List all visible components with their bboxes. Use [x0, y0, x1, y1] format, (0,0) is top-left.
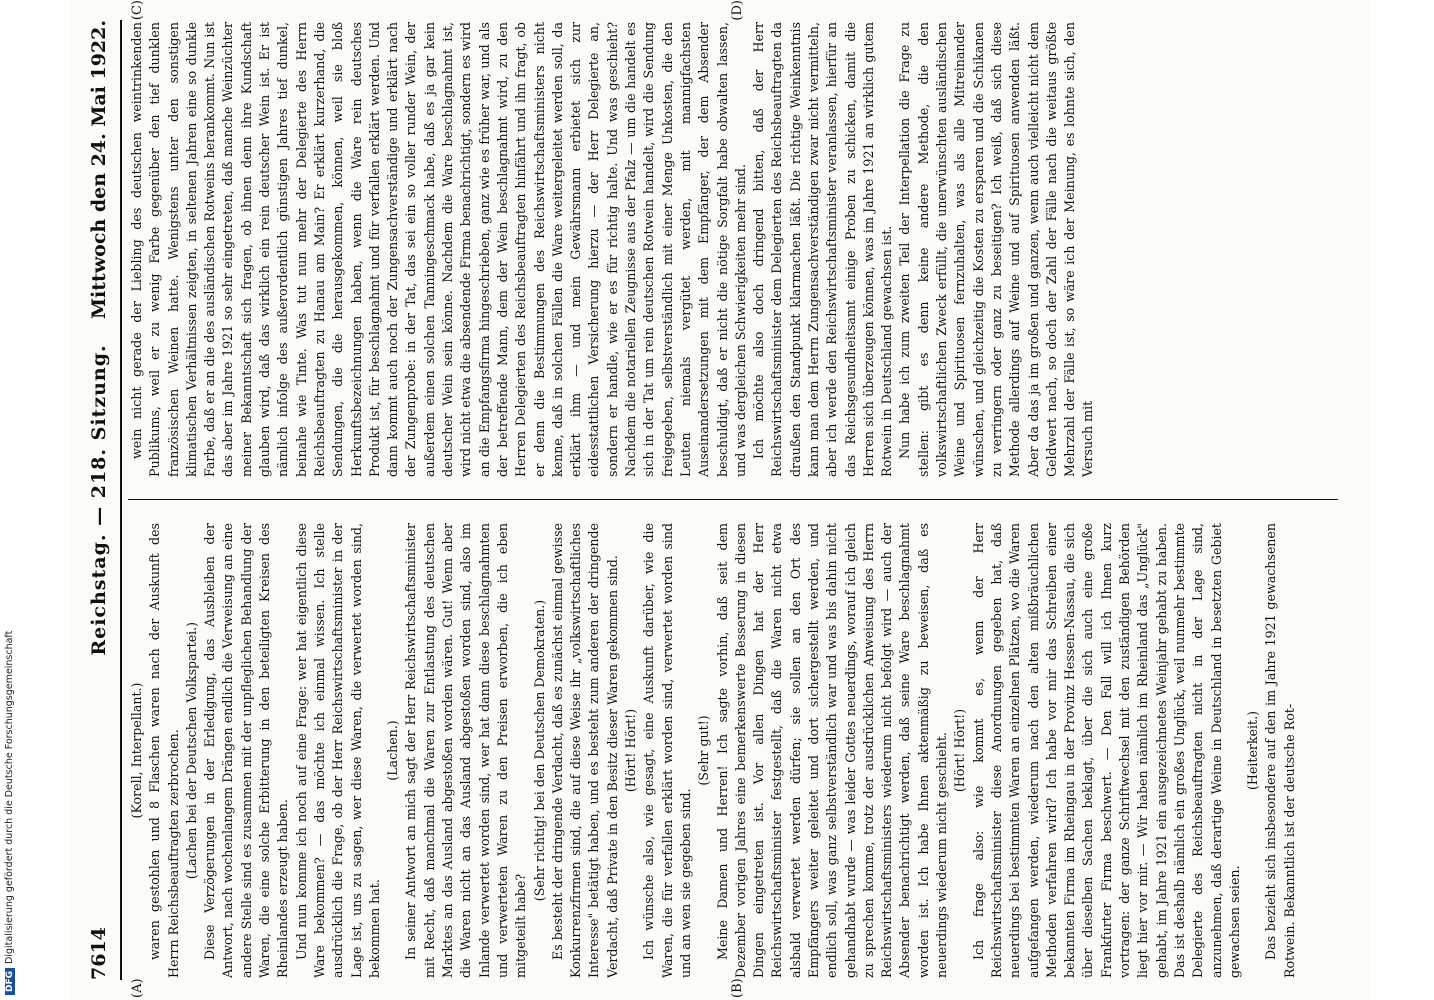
page-date: Mittwoch den 24. Mai 1922.: [88, 20, 110, 319]
page-number: 7614: [88, 927, 110, 980]
paragraph: Meine Damen und Herren! Ich sagte vorhin, daß seit dem Dezember vorigen Jahres eine bemerkenswerte Besserung in diesen Dingen eingetreten ist. Vor allen Dingen hat der Herr Reichswirtschaftsminister festgestellt, daß die Waren nicht etwa alsbald verwertet werden dürfen; sie sollen an den Ort des Empfängers weiter geleitet und dort sichergestellt werden, und endlich soll, was ganz selbstverständlich war und was bis dahin nicht gehandhabt wurde — was leider Gottes neuerdings, worauf ich gleich zu sprechen komme, trotz der ausdrücklichen Anweisung des Herrn Reichswirtschaftsministers wiederum nicht befolgt wird — auch der Absender benachrichtigt werden, daß seine Ware beschlagnahmt worden ist. Ich habe Ihnen aktenmäßig zu beweisen, daß es neuerdings wiederum nicht geschieht.: [714, 523, 950, 978]
paragraph: wein nicht gerade der Liebling des deutschen weintrinkenden Publikums, weil er zu wenig Farbe gegenüber den tief dunklen französischen Weinen hatte. Wenigstens unter den sonstigen klimatischen Verhältnissen zeigten, in seltenen Jahren eine so dunkle Farbe, daß er an die des ausländischen Rotweins herankommt. Nun ist das aber im Jahre 1921 so sehr eingetreten, daß manche Weinzüchter meiner Bekanntschaft sich fragen, ob ihnen denn ihre Kundschaft glauben wird, daß das wirklich ein rein deutscher Wein ist. Er ist nämlich infolge des außerordentlich günstigen Jahres tief dunkel, beinahe wie Tinte. Was tut nun mehr der Delegierte des Herrn Reichsbeauftragten zu Hanau am Main? Er erklärt kurzerhand, die Sendungen, die die herausgekommen, können, weil sie bloß Herkunftsbezeichnungen haben, wenn die Ware rein deutsches Produkt ist, für beschlagnahmt und für verfallen erklärt werden. Und dann kommt auch noch der Zungensachverständige und erklärt nach der Zungenprobe: in der Tat, das sei ein so voller runder Wein, der außerdem einen solchen Tanningeschmack habe, daß es ja gar kein deutscher Wein sein könne. Nachdem die Ware beschlagnahmt ist, wird nicht etwa die absendende Firma benachrichtigt, sondern es wird an die Empfangsfirma hingeschrieben, ganz wie es früher war, und als der betreffende Mann, dem der Wein beschlagnahmt wird, zu den Herren Delegierten des Reichsbeauftragten hinfährt und ihn fragt, ob er denn die Bestimmungen des Reichswirtschaftsministers nicht kenne, daß in solchen Fällen die Ware weitergeleitet werden soll, da erklärt ihm — und mein Gewährsmann erbietet sich zur eidesstattlichen Versicherung hierzu — der Herr Delegierte an, sondern er handle, wie er es für richtig halte. Und was geschieht? Nachdem die notariellen Zeugnisse aus der Pfalz — um die handelt es sich in der Tat um rein deutschen Rotwein handelt, wird die Sendung freigegeben, selbstverständlich mit einer Menge Unkosten, die den Leuten niemals vergütet werden, mit mannigfachsten Auseinandersetzungen mit dem Empfänger, der dem Absender beschuldigt, daß er nicht die nötige Sorgfalt habe obwalten lassen, und was dergleichen Schwierigkeiten mehr sind.: [129, 22, 748, 477]
margin-mark-a: (A): [130, 978, 145, 998]
paragraph: Ich möchte also doch dringend bitten, daß der Herr Reichswirtschaftsminister dem Delegierten des Reichsbeauftragten da draußen den Standpunkt klarmachen läßt. Die richtige Weinkenntnis kann man dem Herrn Zungensachverständigen zwar nicht vermitteln, aber ich werde den Reichswirtschaftsminister veranlassen, hierfür an das Reichsgesundheitsamt einige Proben zu schicken, damit die Herren sich überzeugen können, was im Jahre 1921 an wirklich gutem Rotwein in Deutschland gewachsen ist.: [751, 22, 895, 477]
paragraph: Es besteht der dringende Verdacht, daß es zunächst einmal gewisse Konkurrenzfirmen sind, die auf diese Weise ihr „volkswirtschaftliches Interesse" betätigt haben, und es besteht zum anderen der dringende Verdacht, daß Private in den Besitz dieser Waren gekommen sind.: [549, 523, 620, 978]
interjection: (Sehr richtig! bei den Deutschen Demokraten.): [531, 599, 547, 902]
interjection: (Lachen.): [385, 720, 401, 781]
paragraph: Ich wünsche also, wie gesagt, eine Auskunft darüber, wie die Waren, die für verfallen erklärt worden sind, verwertet worden sind und an wen sie gegeben sind.: [641, 523, 693, 978]
interjection: (Hört! Hört!): [623, 708, 639, 793]
paragraph: Ich frage also: wie kommt es, wenn der Herr Reichswirtschaftsminister diese Anordnungen gegeben hat, daß neuerdings bei bestimmten Waren an einzelnen Plätzen, wo die Waren aufgefangen werden, wiederum nach den alten mißbräuchlichen Methoden verfahren wird? Ich habe vor mir das Schreiben einer bekannten Firma im Rheingau in der Provinz Hessen-Nassau, die sich über dieselben Sachen beklagt, über die sich auch eine große Frankfurter Firma beschwert. — Den Fall will ich Ihnen kurz vortragen: der ganze Schriftwechsel mit den zuständigen Behörden liegt hier vor mir. — Wir haben nämlich im Rheinland das „Unglück" gehabt, im Jahre 1921 ein ausgezeichnetes Weinjahr gehabt zu haben. Das ist deshalb nämlich ein großes Unglück, weil nunmehr bestimmte Delegierte des Reichsbeauftragten nicht in der Lage sind, anzunehmen, daß derartige Weine in Deutschland in besetzten Gebiet gewachsen seien.: [970, 523, 1242, 978]
paragraph: Und nun komme ich noch auf eine Frage: wer hat eigentlich diese Ware bekommen? — das möchte ich einmal wissen. Ich stelle ausdrücklich die Frage, ob der Herr Reichswirtschaftsminister in der Lage ist, uns zu sagen, wer diese Waren, die verwertet worden sind, bekommen hat.: [293, 523, 382, 978]
header-rule: [120, 20, 122, 980]
dfg-logo: DFG: [5, 968, 15, 995]
page-header: [88, 20, 116, 980]
document-page: [70, 0, 1370, 1000]
paragraph: Diese Verzögerungen in der Erledigung, das Ausbleiben der Antwort, nach wochenlangem Drängen endlich die Verweisung an eine andere Stelle sind es zusammen mit der unpfleglichen Behandlung der Waren, die eine solche Erbitterung in den beteiligten Kreisen des Rheinlandes erzeugt haben.: [202, 523, 291, 978]
page-title: Reichstag. — 218. Sitzung.: [88, 344, 110, 656]
right-text-column: [128, 22, 1338, 477]
interjection: (Sehr gut!): [696, 715, 712, 786]
paragraph: Das bezieht sich insbesondere auf den im Jahre 1921 gewachsenen Rotwein. Bekanntlich ist der deutsche Rot-: [1263, 523, 1297, 978]
digitization-footer: [4, 631, 15, 995]
paragraph: waren gestohlen und 8 Flaschen waren nach der Auskunft des Herrn Reichsbeauftragten zerbrochen.: [147, 523, 181, 978]
interjection: (Hört! Hört!): [952, 708, 968, 793]
margin-mark-c: (C): [130, 0, 145, 21]
interjection: (Lachen bei der Deutschen Volkspartei.): [183, 621, 199, 880]
paragraph: Nun habe ich zum zweiten Teil der Interpellation die Frage zu stellen: gibt es denn keine andere Methode, die den volkswirtschaftlichen Zweck erfüllt, die unerwünschten ausländischen Weine und Spirituosen fernzuhalten, was als alle Mitreinander wünschen, und gleichzeitig die Kosten zu ersparen und die Schikanen zu verringern oder ganz zu beseitigen? Ich weiß, daß sich diese Methode allerdings auf Weine und auf Spirituosen anwenden läßt. Aber da das ja im großen und ganzen, wenn auch vielleicht nicht dem Geldwert nach, so doch der Zahl der Fälle nach die weitaus größte Mehrzahl der Fälle ist, so wäre ich der Meinung, es lohnte sich, den Versuch mit: [897, 22, 1096, 477]
speaker-label: (Korell, Interpellant.): [129, 682, 144, 819]
margin-mark-d: (D): [730, 0, 745, 21]
paragraph: In seiner Antwort an mich sagt der Herr Reichswirtschaftsminister mit Recht, daß manchmal die Waren zur Entlastung des deutschen Marktes an das Ausland abgestoßen worden wären. Gut! Wenn aber die Waren nicht an das Ausland abgestoßen worden sind, also im Inlande verwertet worden sind, wer hat dann diese beschlagnahmten und verwerteten Waren zu den Preisen erworben, die ich eben mitgeteilt habe?: [403, 523, 529, 978]
interjection: (Heiterkeit.): [1245, 711, 1261, 790]
column-divider: [128, 499, 1338, 500]
left-text-column: [128, 523, 1338, 978]
margin-mark-b: (B): [730, 978, 745, 998]
footer-text: Digitalisierung gefördert durch die Deutsche Forschungsgemeinschaft: [4, 630, 15, 964]
